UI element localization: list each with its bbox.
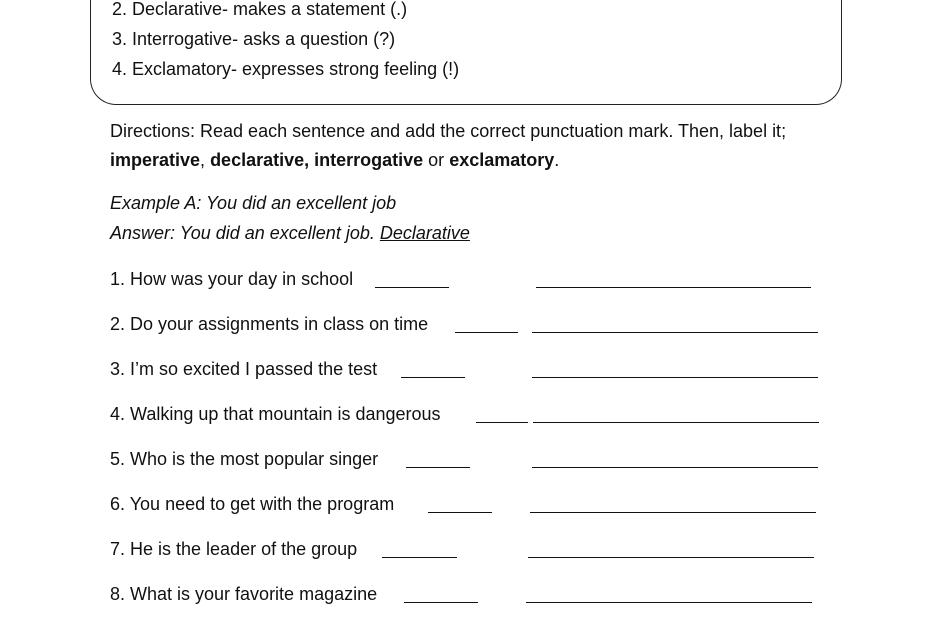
question-text: 6. You need to get with the program [110,494,395,514]
question-row-8 [110,583,830,607]
punctuation-blank[interactable] [404,602,478,603]
question-row-2 [110,313,830,337]
label-blank[interactable] [532,467,818,468]
term-interrogative: interrogative [314,150,424,170]
directions-sep-3: or [423,150,450,170]
directions-sep-1: , [200,150,211,170]
question-text: 1. How was your day in school [110,269,354,289]
sentence-type-declarative: 2. Declarative- makes a statement (.) [112,0,408,19]
term-declarative: declarative, [210,150,310,170]
directions-end: . [554,150,560,170]
question-row-6 [110,493,830,517]
label-blank[interactable] [536,287,811,288]
term-exclamatory: exclamatory [449,150,555,170]
question-row-1 [110,268,830,292]
question-row-4 [110,403,830,427]
example-answer-prefix: Answer: You did an excellent job. [110,223,380,243]
directions-paragraph [110,117,840,175]
example-answer [110,222,470,244]
example-answer-label: Declarative [379,223,470,243]
question-text: 2. Do your assignments in class on time [110,314,429,334]
question-text: 8. What is your favorite magazine [110,584,378,604]
question-row-7 [110,538,830,562]
label-blank[interactable] [532,332,818,333]
label-blank[interactable] [528,557,814,558]
sentence-type-interrogative: 3. Interrogative- asks a question (?) [112,29,396,49]
label-blank[interactable] [526,602,812,603]
label-blank[interactable] [530,512,816,513]
punctuation-blank[interactable] [375,287,449,288]
punctuation-blank[interactable] [382,557,457,558]
label-blank[interactable] [532,377,818,378]
punctuation-blank[interactable] [406,467,470,468]
directions-text: Directions: Read each sentence and add the correct punctuation mark. Then, label it; [110,121,787,141]
punctuation-blank[interactable] [476,422,528,423]
question-row-5 [110,448,830,472]
sentence-type-exclamatory: 4. Exclamatory- expresses strong feeling (!) [112,59,460,79]
punctuation-blank[interactable] [428,512,492,513]
label-blank[interactable] [533,422,819,423]
punctuation-blank[interactable] [401,377,465,378]
question-text: 7. He is the leader of the group [110,539,358,559]
question-text: 4. Walking up that mountain is dangerous [110,404,441,424]
example-prompt: Example A: You did an excellent job [110,193,397,213]
question-text: 5. Who is the most popular singer [110,449,379,469]
punctuation-blank[interactable] [455,332,518,333]
question-row-3 [110,358,830,382]
question-text: 3. I’m so excited I passed the test [110,359,378,379]
term-imperative: imperative [110,150,201,170]
